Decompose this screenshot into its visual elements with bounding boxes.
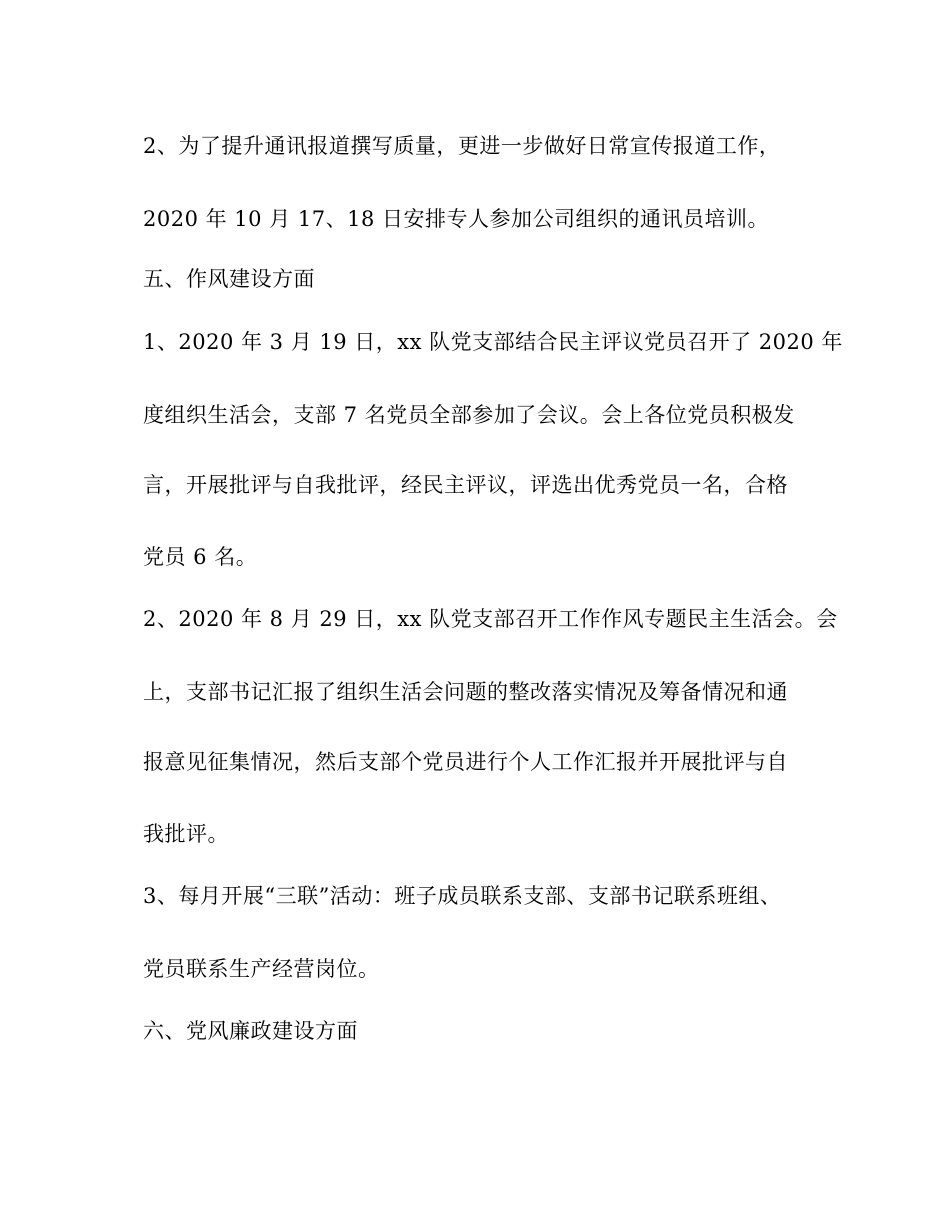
paragraph-5-1-line-4: 党员 6 名。 — [143, 545, 258, 569]
paragraph-5-1-line-1: 1、2020 年 3 月 19 日，xx 队党支部结合民主评议党员召开了 2020 年 — [143, 330, 843, 354]
paragraph-5-1-line-3: 言，开展批评与自我批评，经民主评议，评选出优秀党员一名，合格 — [143, 473, 788, 497]
section-heading-6: 六、党风廉政建设方面 — [143, 1019, 358, 1043]
paragraph-5-3-line-1: 3、每月开展“三联”活动：班子成员联系支部、支部书记联系班组、 — [143, 884, 782, 908]
paragraph-5-2-line-2: 上，支部书记汇报了组织生活会问题的整改落实情况及筹备情况和通 — [143, 680, 788, 704]
paragraph-2-line-1: 2、为了提升通讯报道撰写质量，更进一步做好日常宣传报道工作， — [143, 134, 781, 158]
paragraph-5-2-line-3: 报意见征集情况，然后支部个党员进行个人工作汇报并开展批评与自 — [143, 750, 788, 774]
paragraph-2-line-2: 2020 年 10 月 17、18 日安排专人参加公司组织的通讯员培训。 — [143, 207, 769, 231]
section-heading-5: 五、作风建设方面 — [143, 267, 315, 291]
paragraph-5-2-line-1: 2、2020 年 8 月 29 日，xx 队党支部召开工作作风专题民主生活会。会 — [143, 607, 838, 631]
paragraph-5-3-line-2: 党员联系生产经营岗位。 — [143, 957, 380, 981]
paragraph-5-1-line-2: 度组织生活会，支部 7 名党员全部参加了会议。会上各位党员积极发 — [143, 403, 795, 427]
paragraph-5-2-line-4: 我批评。 — [143, 822, 229, 846]
